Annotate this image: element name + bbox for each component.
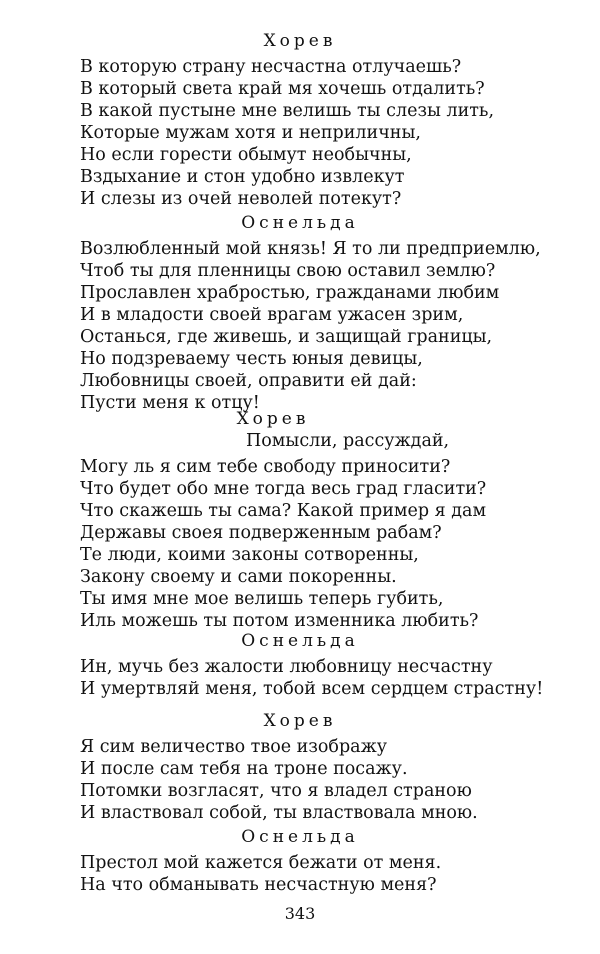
verse-line: Престол мой кажется бежати от меня.	[80, 853, 442, 873]
page-number: 343	[284, 904, 316, 923]
verse-line: Вздыхание и стон удобно извлекут	[80, 167, 405, 187]
verse-line: Любовницы своей, оправити ей дай:	[80, 371, 417, 391]
verse-line: И в младости своей врагам ужасен зрим,	[80, 305, 464, 325]
verse-line: В которую страну несчастна отлучаешь?	[80, 57, 462, 77]
verse-line: Потомки возгласят, что я владел страною	[80, 781, 472, 801]
verse-line: На что обманывать несчастную меня?	[80, 875, 437, 895]
verse-line: Закону своему и сами покоренны.	[80, 567, 397, 587]
verse-line: Я сим величество твое изображу	[80, 737, 387, 757]
verse-line: И властвовал собой, ты властвовала мною.	[80, 803, 478, 823]
verse-line: Те люди, коими законы сотворенны,	[80, 545, 419, 565]
speaker-name: Оснельда	[241, 213, 359, 233]
verse-line: Что скажешь ты сама? Какой пример я дам	[80, 501, 487, 521]
verse-line: И после сам тебя на троне посажу.	[80, 759, 408, 779]
verse-line: Чтоб ты для пленницы свою оставил землю?	[80, 261, 496, 281]
speaker-name: Оснельда	[241, 827, 359, 847]
verse-line: Пусти меня к отцу!	[80, 393, 260, 413]
verse-line: Державы своея подверженным рабам?	[80, 523, 442, 543]
verse-line: Ин, мучь без жалости любовницу несчастну	[80, 657, 493, 677]
verse-line: Иль можешь ты потом изменника любить?	[80, 611, 479, 631]
verse-line: Что будет обо мне тогда весь град гласити?	[80, 479, 487, 499]
verse-line: И слезы из очей неволей потекут?	[80, 189, 402, 209]
verse-line: Могу ль я сим тебе свободу приносити?	[80, 457, 451, 477]
verse-line: Помысли, рассуждай,	[246, 431, 450, 451]
verse-line: Но если горести обымут необычны,	[80, 145, 412, 165]
verse-line: В какой пустыне мне велишь ты слезы лить,	[80, 101, 495, 121]
verse-line: Но подзреваему честь юныя девицы,	[80, 349, 423, 369]
verse-line: Возлюбленный мой князь! Я то ли предприемлю,	[80, 239, 541, 259]
speaker-name: Хорев	[263, 31, 337, 51]
verse-line: И умертвляй меня, тобой всем сердцем страстну!	[80, 679, 544, 699]
verse-line: В который света край мя хочешь отдалить?	[80, 79, 485, 99]
verse-line: Ты имя мне мое велишь теперь губить,	[80, 589, 444, 609]
verse-line: Останься, где живешь, и защищай границы,	[80, 327, 493, 347]
speaker-name: Хорев	[236, 409, 310, 429]
speaker-name: Хорев	[263, 711, 337, 731]
speaker-name: Оснельда	[241, 631, 359, 651]
verse-line: Прославлен храбростью, гражданами любим	[80, 283, 500, 303]
verse-line: Которые мужам хотя и неприличны,	[80, 123, 421, 143]
